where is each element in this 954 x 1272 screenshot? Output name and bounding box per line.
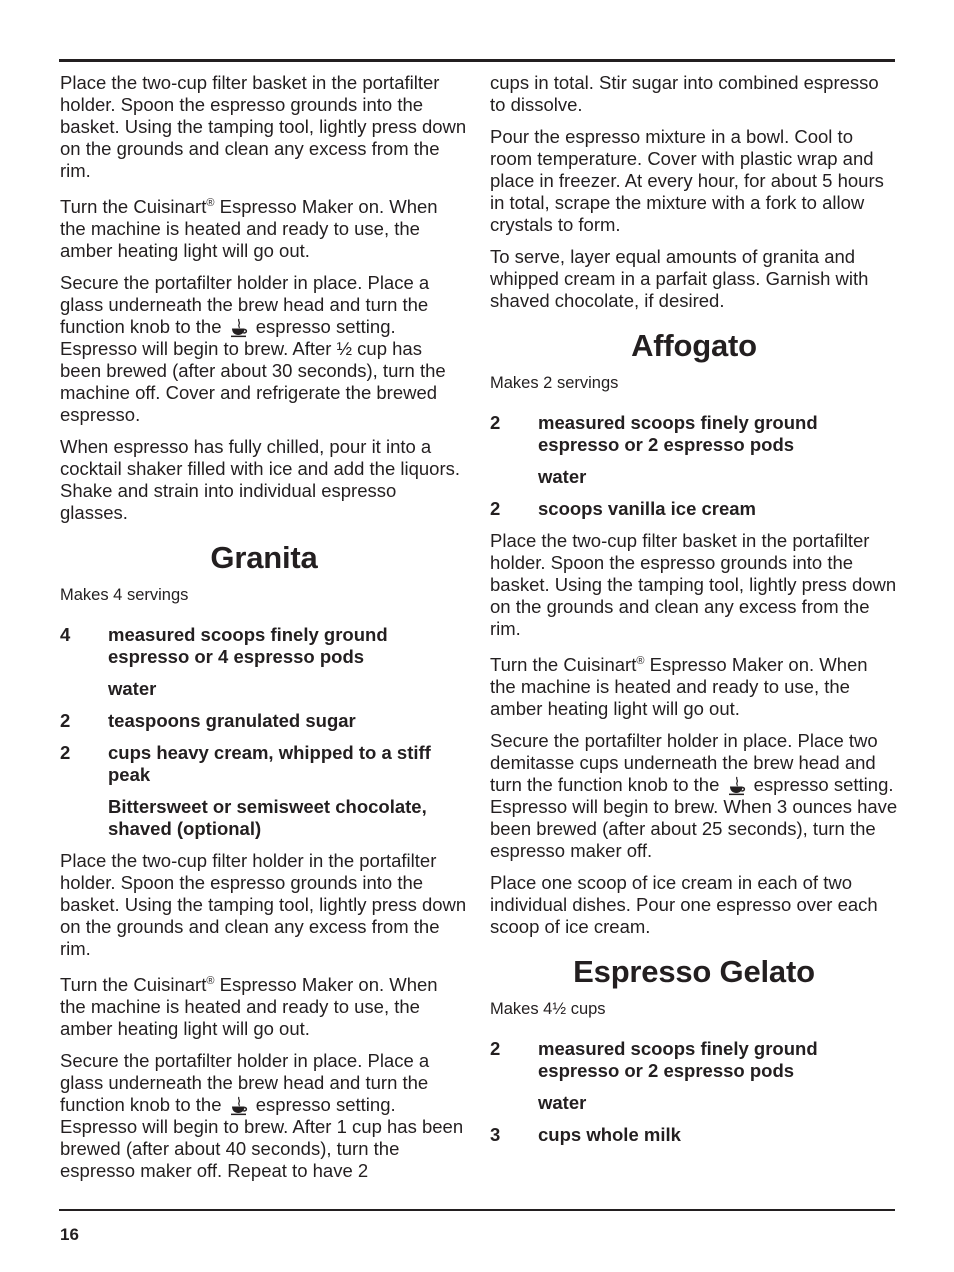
ingredient-desc: measured scoops finely ground espresso or 4 espresso pods bbox=[108, 624, 388, 668]
paragraph bbox=[60, 272, 468, 426]
paragraph bbox=[60, 192, 468, 262]
ingredient-qty: 2 bbox=[490, 498, 501, 519]
page-number: 16 bbox=[60, 1225, 79, 1244]
paragraph-text: espresso setting. Espresso will begin to brew. After ½ cup has been brewed (after about 30 seconds), turn the machine off. Cover and refrigerate the brewed espresso. bbox=[60, 316, 446, 426]
servings-text: Makes 4½ cups bbox=[490, 1000, 606, 1019]
ingredient-qty bbox=[490, 1092, 538, 1114]
recipe-title-espresso-gelato: Espresso Gelato bbox=[573, 954, 815, 990]
ingredient-item bbox=[490, 412, 898, 456]
paragraph-text: Espresso Maker on. When the machine is heated and ready to use, the amber heating light will go out. bbox=[60, 196, 438, 262]
paragraph: Place the two-cup filter holder in the portafilter holder. Spoon the espresso grounds into the basket. Using the tamping tool, lightly press down on the grounds and clean any excess from the rim. bbox=[60, 850, 467, 960]
right-column bbox=[490, 72, 898, 1156]
espresso-cup-icon bbox=[727, 776, 747, 796]
top-rule bbox=[59, 59, 895, 62]
paragraph bbox=[60, 970, 468, 1040]
paragraph-text: Turn the Cuisinart bbox=[60, 196, 207, 218]
espresso-cup-icon bbox=[229, 318, 249, 338]
paragraph-text: Turn the Cuisinart bbox=[490, 654, 637, 676]
registered-mark: ® bbox=[206, 197, 215, 209]
ingredient-desc: Bittersweet or semisweet chocolate, shaved (optional) bbox=[108, 796, 427, 840]
espresso-cup-icon bbox=[229, 1096, 249, 1116]
ingredient-qty: 2 bbox=[490, 1038, 501, 1060]
ingredient-qty bbox=[60, 796, 108, 840]
paragraph-text: Turn the Cuisinart bbox=[60, 974, 207, 996]
ingredient-qty: 4 bbox=[60, 624, 71, 646]
paragraph: cups in total. Stir sugar into combined espresso to dissolve. bbox=[490, 72, 879, 115]
bottom-rule bbox=[59, 1209, 895, 1211]
paragraph: Place the two-cup filter basket in the portafilter holder. Spoon the espresso grounds into the basket. Using the tamping tool, lightly press down on the grounds and clean any excess from the rim. bbox=[490, 530, 897, 639]
ingredient-item bbox=[60, 742, 468, 786]
ingredient-desc: cups whole milk bbox=[538, 1124, 681, 1146]
registered-mark: ® bbox=[636, 655, 645, 667]
recipe-title-affogato: Affogato bbox=[631, 328, 757, 363]
registered-mark: ® bbox=[206, 975, 215, 988]
ingredient-item bbox=[60, 624, 468, 668]
ingredient-item bbox=[60, 710, 468, 732]
paragraph-text: espresso setting. Espresso will begin to brew. When 3 ounces have been brewed (after about 25 seconds), turn the espresso maker off. bbox=[490, 774, 898, 862]
ingredient-desc: scoops vanilla ice cream bbox=[538, 498, 757, 519]
ingredient-desc: measured scoops finely ground espresso or 2 espresso pods bbox=[538, 1038, 818, 1082]
ingredient-qty: 2 bbox=[60, 742, 71, 764]
paragraph-text: espresso setting. Espresso will begin to brew. After 1 cup has been brewed (after about 40 seconds), turn the espresso maker off. Repeat to have 2 bbox=[60, 1094, 464, 1182]
ingredient-desc: water bbox=[538, 466, 587, 487]
servings-text: Makes 4 servings bbox=[60, 586, 189, 605]
ingredient-qty: 2 bbox=[490, 412, 501, 433]
ingredient-qty: 3 bbox=[490, 1124, 501, 1146]
ingredient-item bbox=[490, 1038, 898, 1082]
paragraph: Place the two-cup filter basket in the portafilter holder. Spoon the espresso grounds into the basket. Using the tamping tool, lightly press down on the grounds and clean any excess from the rim. bbox=[60, 72, 467, 181]
servings-text: Makes 2 servings bbox=[490, 374, 619, 392]
paragraph bbox=[60, 1050, 468, 1182]
ingredient-item bbox=[490, 498, 898, 520]
ingredient-item bbox=[490, 466, 898, 488]
paragraph-text: Secure the portafilter holder in place. Place a glass underneath the brew head and turn the function knob to the bbox=[60, 272, 430, 338]
paragraph-text: Espresso Maker on. When the machine is heated and ready to use, the amber heating light will go out. bbox=[60, 974, 438, 1040]
ingredient-desc: water bbox=[108, 678, 157, 700]
left-column bbox=[60, 72, 468, 1192]
ingredient-item bbox=[490, 1124, 898, 1146]
paragraph-text: Secure the portafilter holder in place. Place two demitasse cups underneath the brew head and turn the function knob to the bbox=[490, 730, 878, 796]
ingredient-item bbox=[490, 1092, 898, 1114]
paragraph-text: Espresso Maker on. When the machine is heated and ready to use, the amber heating light will go out. bbox=[490, 654, 868, 720]
paragraph-text: Secure the portafilter holder in place. Place a glass underneath the brew head and turn the function knob to the bbox=[60, 1050, 430, 1116]
ingredient-desc: measured scoops finely ground espresso or 2 espresso pods bbox=[538, 412, 818, 455]
paragraph: Pour the espresso mixture in a bowl. Cool to room temperature. Cover with plastic wrap and place in freezer. At every hour, for about 5 hours in total, scrape the mixture with a fork to allow crystals to form. bbox=[490, 126, 884, 235]
paragraph bbox=[490, 650, 898, 720]
ingredient-qty bbox=[60, 678, 108, 700]
ingredient-qty bbox=[490, 466, 538, 488]
ingredient-item bbox=[60, 678, 468, 700]
paragraph: To serve, layer equal amounts of granita and whipped cream in a parfait glass. Garnish with shaved chocolate, if desired. bbox=[490, 246, 869, 311]
ingredient-desc: water bbox=[538, 1092, 587, 1114]
ingredient-desc: cups heavy cream, whipped to a stiff peak bbox=[108, 742, 431, 786]
ingredient-qty: 2 bbox=[60, 710, 71, 732]
paragraph bbox=[490, 730, 898, 862]
paragraph: Place one scoop of ice cream in each of two individual dishes. Pour one espresso over each scoop of ice cream. bbox=[490, 872, 878, 938]
ingredient-desc: teaspoons granulated sugar bbox=[108, 710, 356, 732]
paragraph: When espresso has fully chilled, pour it into a cocktail shaker filled with ice and add the liquors. Shake and strain into individual espresso glasses. bbox=[60, 436, 461, 524]
recipe-title-granita: Granita bbox=[210, 540, 318, 576]
ingredient-item bbox=[60, 796, 468, 840]
